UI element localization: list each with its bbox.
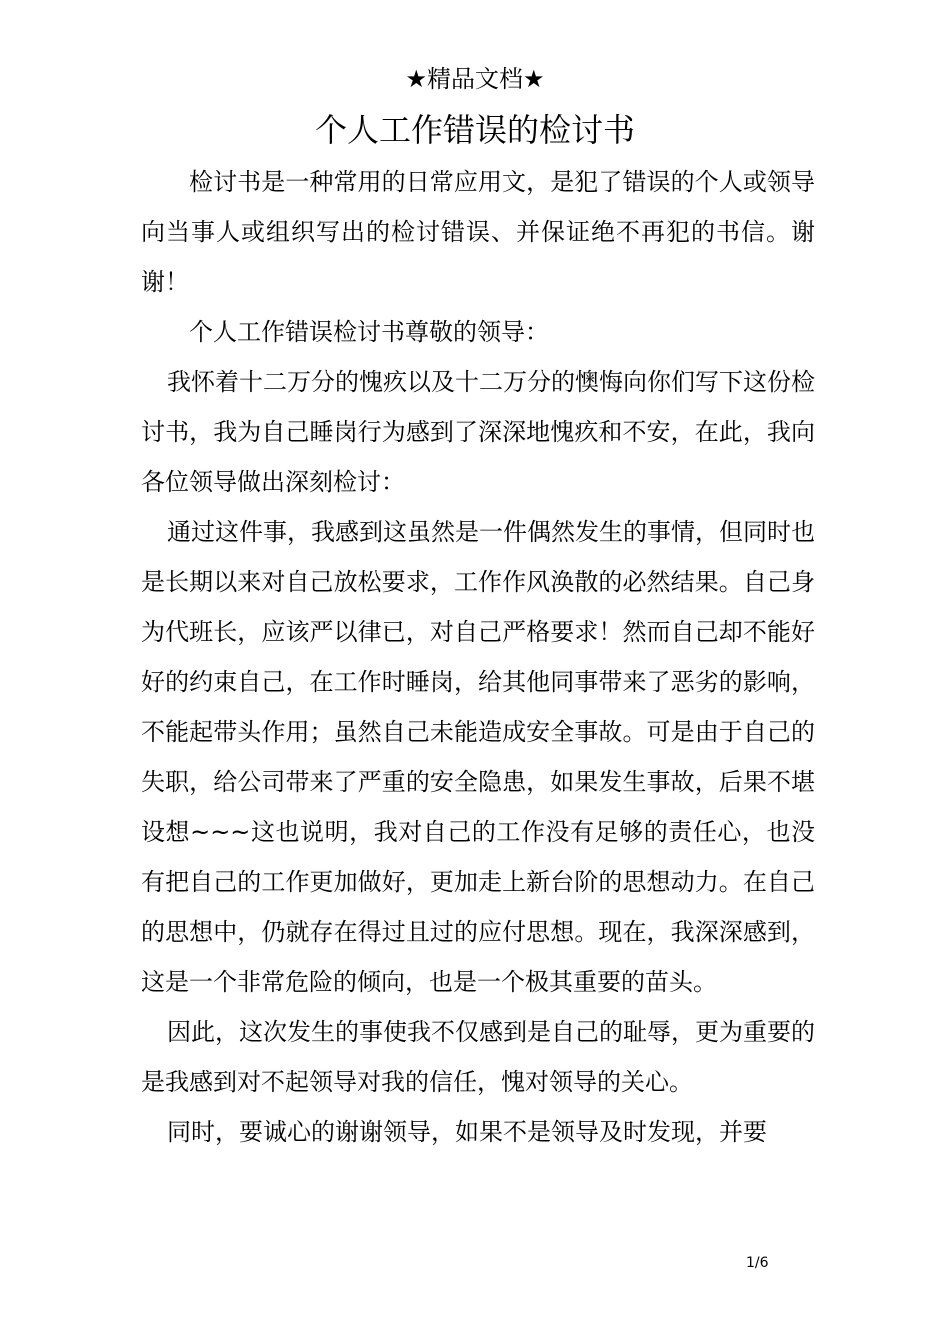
header-mark: ★精品文档★ — [405, 65, 545, 93]
paragraph-consequence: 因此，这次发生的事使我不仅感到是自己的耻辱，更为重要的是我感到对不起领导对我的信任，愧对领导的关心。 — [141, 1018, 815, 1096]
paragraph-apology: 我怀着十二万分的愧疚以及十二万分的懊悔向你们写下这份检讨书，我为自己睡岗行为感到了深深地愧疚和不安，在此，我向各位领导做出深刻检讨： — [141, 368, 815, 496]
paragraph-salutation: 个人工作错误检讨书尊敬的领导： — [189, 318, 549, 346]
paragraph-thanks: 同时，要诚心的谢谢领导，如果不是领导及时发现，并要 — [167, 1118, 767, 1146]
document-body — [141, 157, 815, 1157]
paragraph-reflection: 通过这件事，我感到这虽然是一件偶然发生的事情，但同时也是长期以来对自己放松要求，工作作风涣散的必然结果。自己身为代班长，应该严以律已，对自己严格要求！然而自己却不能好好的约束自己，在工作时睡岗，给其他同事带来了恶劣的影响，不能起带头作用；虽然自己未能造成安全事故。可是由于自己的失职，给公司带来了严重的安全隐患，如果发生事故，后果不堪设想~~~这也说明，我对自己的工作没有足够的责任心，也没有把自己的工作更加做好，更加走上新台阶的思想动力。在自己的思想中，仍就存在得过且过的应付思想。现在，我深深感到，这是一个非常危险的倾向，也是一个极其重要的苗头。 — [141, 518, 815, 996]
paragraph-intro: 检讨书是一种常用的日常应用文，是犯了错误的个人或领导向当事人或组织写出的检讨错误、并保证绝不再犯的书信。谢谢！ — [141, 168, 815, 296]
document-title: 个人工作错误的检讨书 — [314, 111, 635, 149]
page-number: 1/6 — [746, 1255, 769, 1271]
